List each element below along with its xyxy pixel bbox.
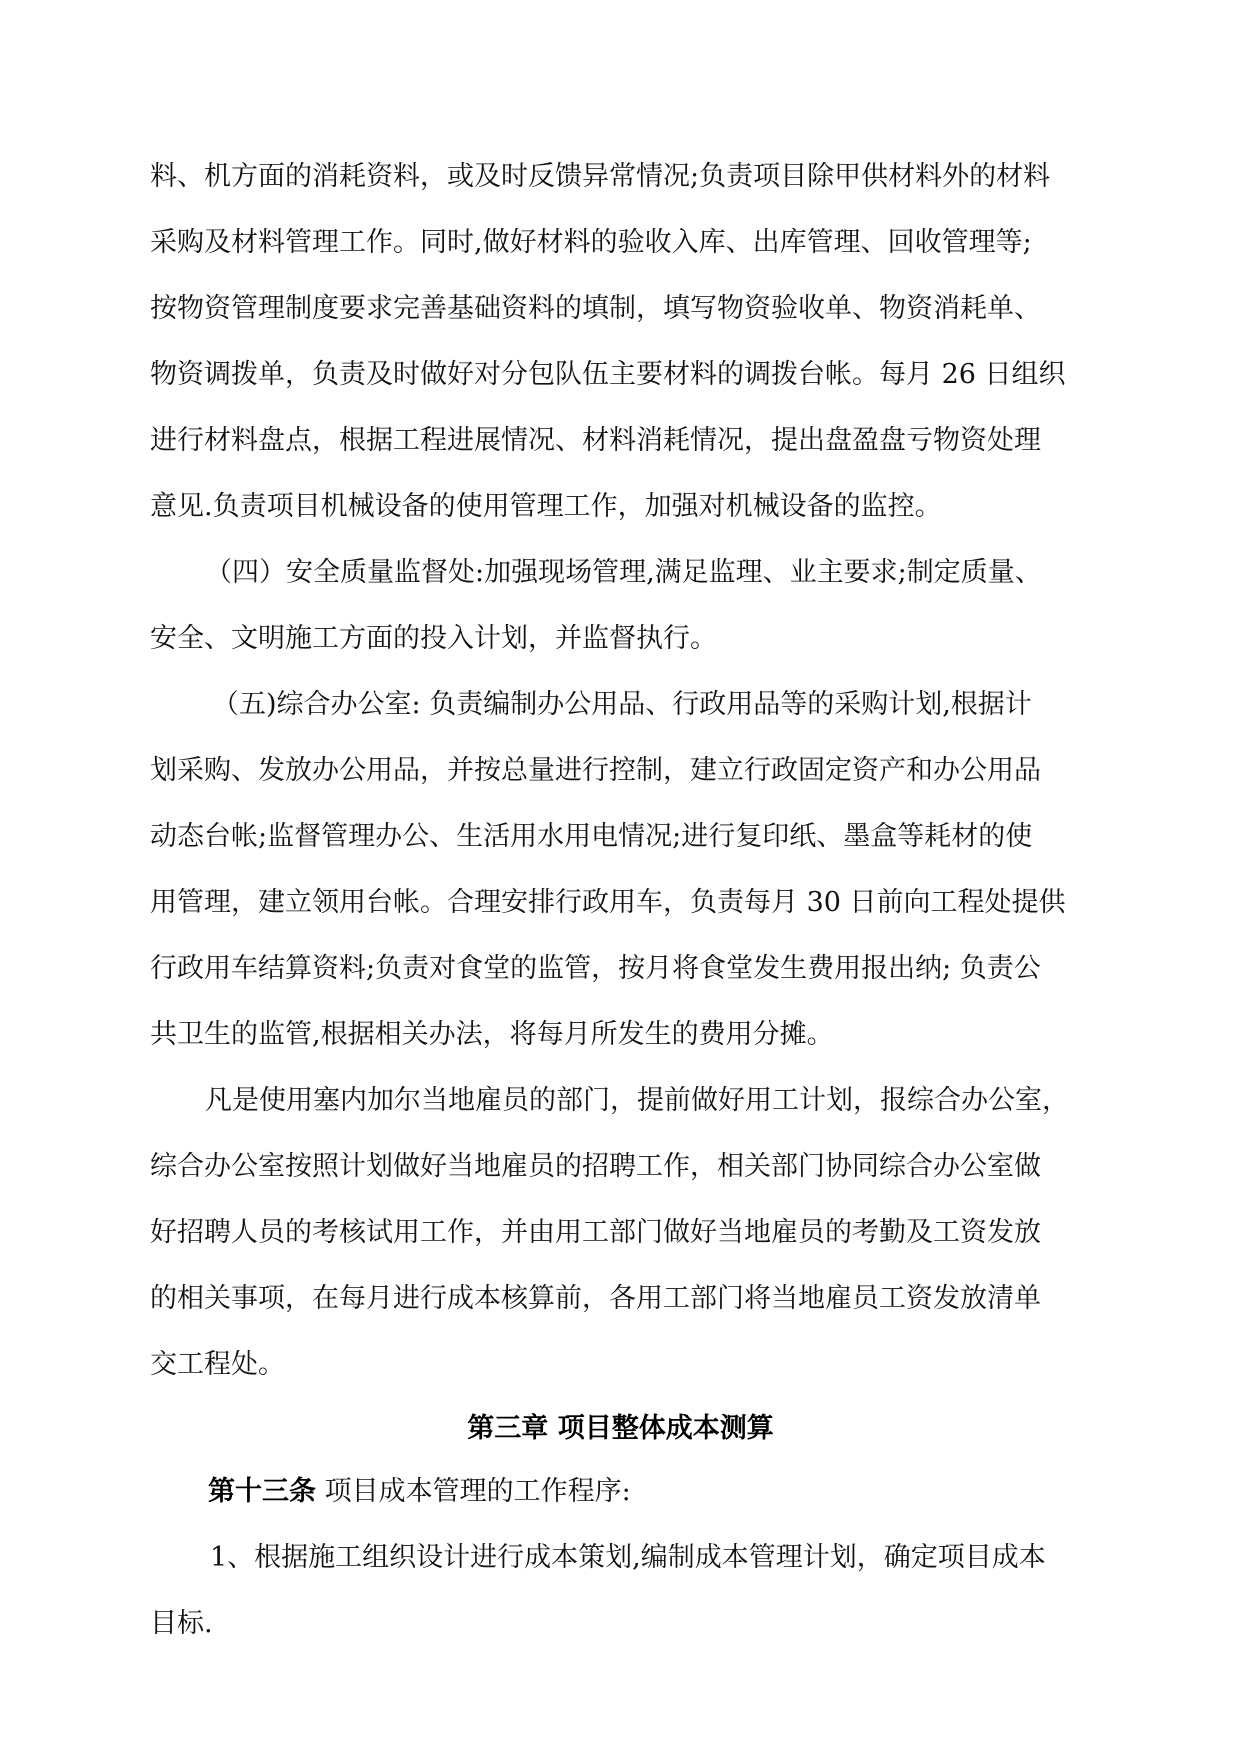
item-line: 目标.: [150, 1608, 213, 1639]
paragraph-line: 行政用车结算资料;负责对食堂的监管，按月将食堂发生费用报出纳; 负责公: [150, 953, 1041, 984]
paragraph-line: （四）安全质量监督处:加强现场管理,满足监理、业主要求;制定质量、: [205, 557, 1042, 588]
paragraph-line: 好招聘人员的考核试用工作，并由用工部门做好当地雇员的考勤及工资发放: [150, 1217, 1041, 1248]
paragraph-line: 用管理，建立领用台帐。合理安排行政用车，负责每月 30 日前向工程处提供: [150, 887, 1066, 918]
paragraph-line: 动态台帐;监督管理办公、生活用水用电情况;进行复印纸、墨盒等耗材的使: [150, 821, 1033, 852]
paragraph-line: 共卫生的监管,根据相关办法，将每月所发生的费用分摊。: [150, 1019, 834, 1050]
article-line: [208, 1472, 631, 1512]
paragraph-line: 综合办公室按照计划做好当地雇员的招聘工作，相关部门协同综合办公室做: [150, 1151, 1041, 1182]
paragraph-line: （五)综合办公室: 负责编制办公用品、行政用品等的采购计划,根据计: [212, 689, 1032, 720]
paragraph-line: 采购及材料管理工作。同时,做好材料的验收入库、出库管理、回收管理等;: [150, 227, 1032, 258]
paragraph-line: 物资调拨单，负责及时做好对分包队伍主要材料的调拨台帐。每月 26 日组织: [150, 359, 1066, 390]
paragraph-line: 的相关事项，在每月进行成本核算前，各用工部门将当地雇员工资发放清单: [150, 1283, 1041, 1314]
paragraph-line: 料、机方面的消耗资料，或及时反馈异常情况;负责项目除甲供材料外的材料: [150, 161, 1051, 192]
article-text: 项目成本管理的工作程序:: [316, 1476, 631, 1507]
paragraph-line: 意见.负责项目机械设备的使用管理工作，加强对机械设备的监控。: [150, 491, 942, 522]
paragraph-line: 安全、文明施工方面的投入计划，并监督执行。: [150, 623, 717, 654]
paragraph-line: 凡是使用塞内加尔当地雇员的部门，提前做好用工计划，报综合办公室，: [205, 1085, 1069, 1116]
chapter-heading: 第三章 项目整体成本测算: [467, 1413, 774, 1444]
paragraph-line: 交工程处。: [150, 1349, 285, 1380]
paragraph-line: 进行材料盘点，根据工程进展情况、材料消耗情况，提出盘盈盘亏物资处理: [150, 425, 1041, 456]
paragraph-line: 划采购、发放办公用品，并按总量进行控制，建立行政固定资产和办公用品: [150, 755, 1041, 786]
article-label: 第十三条: [208, 1476, 316, 1507]
item-line: 1、根据施工组织设计进行成本策划,编制成本管理计划，确定项目成本: [210, 1542, 1046, 1573]
paragraph-line: 按物资管理制度要求完善基础资料的填制，填写物资验收单、物资消耗单、: [150, 293, 1041, 324]
